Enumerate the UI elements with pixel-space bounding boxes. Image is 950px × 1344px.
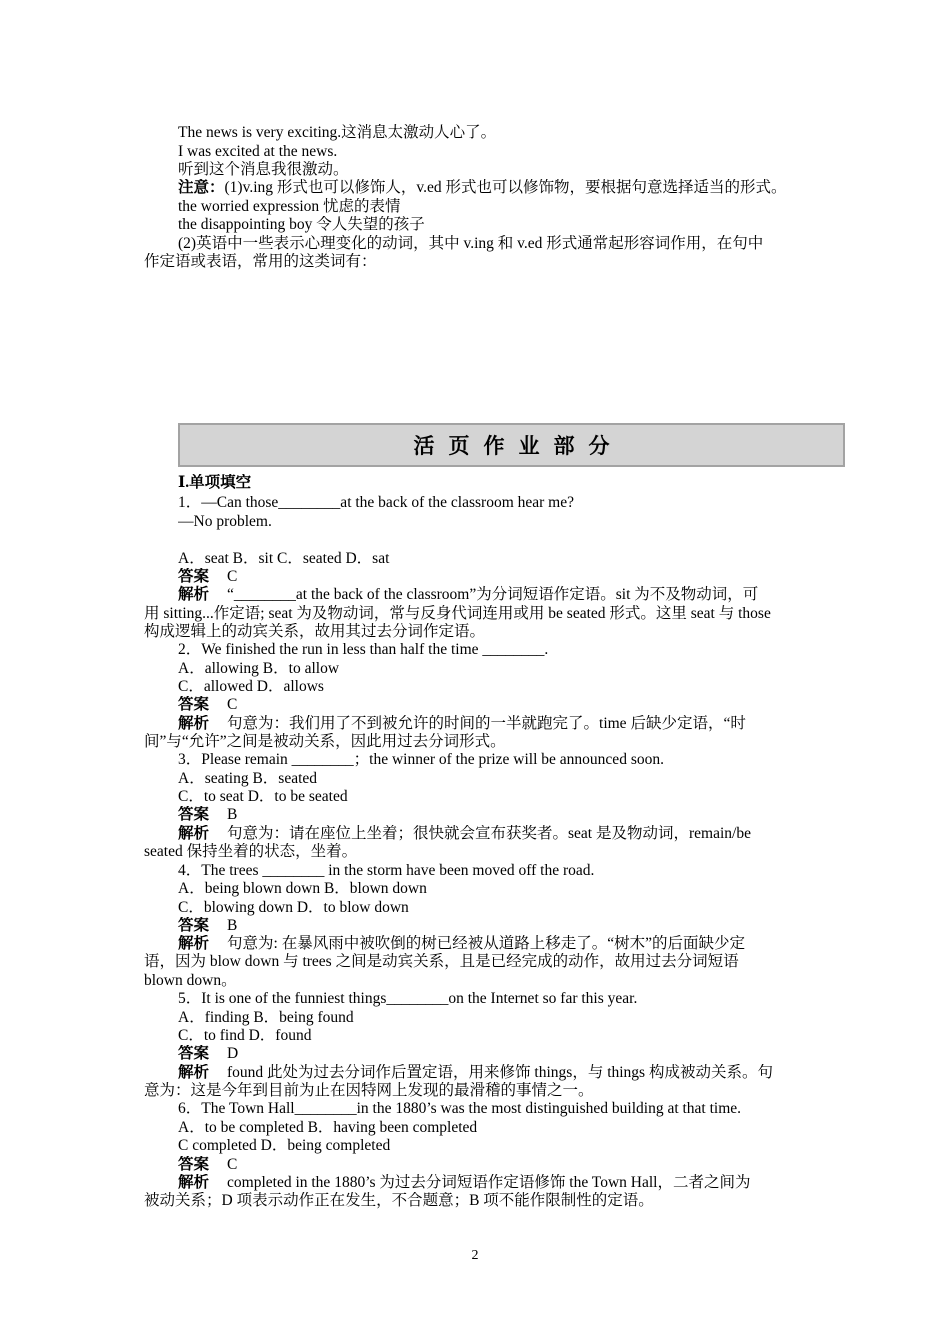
- question-options: A．seat B．sit C．seated D．sat: [178, 550, 390, 567]
- analysis-text: “________at the back of the classroom”为分词短语作定语。sit 为不及物动词，可: [227, 586, 759, 603]
- analysis-text: seated 保持坐着的状态，坐着。: [144, 843, 358, 860]
- question-stem: 5．It is one of the funniest things________on the Internet so far this year.: [178, 990, 638, 1007]
- analysis-label: 解析: [178, 935, 210, 952]
- analysis-text: 间”与“允许”之间是被动关系，因此用过去分词形式。: [144, 733, 506, 750]
- analysis-text: found 此处为过去分词作后置定语，用来修饰 things，与 things 构成被动关系。句: [227, 1064, 773, 1081]
- example-phrase: the disappointing boy 令人失望的孩子: [178, 216, 425, 233]
- analysis-text: 语，因为 blow down 与 trees 之间是动宾关系，且是已经完成的动作，故用过去分词短语: [144, 953, 739, 970]
- answer-label: 答案: [178, 917, 210, 934]
- question-options: C completed D．being completed: [178, 1137, 391, 1154]
- analysis-text: 句意为: 在暴风雨中被吹倒的树已经被从道路上移走了。“树木”的后面缺少定: [227, 935, 745, 952]
- analysis-label: 解析: [178, 715, 210, 732]
- analysis-label: 解析: [178, 1174, 210, 1191]
- question-stem: —No problem.: [178, 513, 272, 530]
- answer-label: 答案: [178, 1045, 210, 1062]
- answer-value: B: [227, 917, 238, 934]
- section-banner: [178, 423, 845, 467]
- analysis-line: [178, 715, 806, 733]
- question-options: C．to find D．found: [178, 1027, 312, 1044]
- question-options: C．to seat D．to be seated: [178, 788, 348, 805]
- question-options: A．seating B．seated: [178, 770, 318, 787]
- analysis-line: [178, 1064, 806, 1082]
- answer-value: C: [227, 568, 238, 585]
- question-options: A．allowing B．to allow: [178, 660, 340, 677]
- answer-line: [178, 696, 806, 714]
- question-stem: 6．The Town Hall________in the 1880’s was the most distinguished building at that time.: [178, 1100, 742, 1117]
- section-title: Ⅰ.单项填空: [178, 474, 252, 491]
- question-stem: 1．—Can those________at the back of the classroom hear me?: [178, 494, 574, 511]
- answer-label: 答案: [178, 568, 210, 585]
- answer-label: 答案: [178, 806, 210, 823]
- question-stem: 2．We finished the run in less than half the time ________.: [178, 641, 549, 658]
- question-options: A．being blown down B．blown down: [178, 880, 427, 897]
- example-phrase: the worried expression 忧虑的表情: [178, 198, 401, 215]
- example-sentence: The news is very exciting.这消息太激动人心了。: [178, 124, 497, 141]
- analysis-label: 解析: [178, 1064, 210, 1081]
- answer-value: C: [227, 1156, 238, 1173]
- question-options: A．finding B．being found: [178, 1009, 354, 1026]
- analysis-label: 解析: [178, 825, 210, 842]
- analysis-label: 解析: [178, 586, 210, 603]
- note-line: [178, 179, 806, 197]
- answer-label: 答案: [178, 1156, 210, 1173]
- analysis-line: [178, 935, 806, 953]
- answer-line: [178, 1156, 806, 1174]
- question-options: A．to be completed B．having been completed: [178, 1119, 478, 1136]
- analysis-text: 句意为：请在座位上坐着；很快就会宣布获奖者。seat 是及物动词，remain/be: [227, 825, 751, 842]
- analysis-text: 用 sitting...作定语; seat 为及物动词，常与反身代词连用或用 be seated 形式。这里 seat 与 those: [144, 605, 771, 622]
- analysis-text: blown down。: [144, 972, 237, 989]
- analysis-text: 意为：这是今年到目前为止在因特网上发现的最滑稽的事情之一。: [144, 1082, 594, 1099]
- answer-line: [178, 806, 806, 824]
- answer-value: D: [227, 1045, 239, 1062]
- note-label: 注意：: [178, 179, 225, 196]
- analysis-text: 构成逻辑上的动宾关系，故用其过去分词作定语。: [144, 623, 486, 640]
- analysis-text: completed in the 1880’s 为过去分词短语作定语修饰 the Town Hall，二者之间为: [227, 1174, 751, 1191]
- page-number: 2: [471, 1248, 479, 1263]
- answer-line: [178, 917, 806, 935]
- question-stem: 3．Please remain ________；the winner of the prize will be announced soon.: [178, 751, 664, 768]
- analysis-text: 句意为：我们用了不到被允许的时间的一半就跑完了。time 后缺少定语，“时: [227, 715, 746, 732]
- question-options: C．allowed D．allows: [178, 678, 324, 695]
- note-text: (2)英语中一些表示心理变化的动词，其中 v.ing 和 v.ed 形式通常起形容词作用，在句中: [178, 235, 764, 252]
- analysis-line: [178, 1174, 806, 1192]
- question-options: C．blowing down D．to blow down: [178, 899, 409, 916]
- analysis-text: 被动关系；D 项表示动作正在发生，不合题意；B 项不能作限制性的定语。: [144, 1192, 654, 1209]
- question-stem: 4．The trees ________ in the storm have been moved off the road.: [178, 862, 595, 879]
- banner-title: 活页作业部分: [413, 434, 624, 458]
- note-text: 作定语或表语，常用的这类词有：: [144, 253, 377, 270]
- example-translation: 听到这个消息我很激动。: [178, 161, 349, 178]
- answer-value: C: [227, 696, 238, 713]
- answer-value: B: [227, 806, 238, 823]
- answer-label: 答案: [178, 696, 210, 713]
- answer-line: [178, 568, 806, 586]
- analysis-line: [178, 586, 806, 604]
- note-text: (1)v.ing 形式也可以修饰人，v.ed 形式也可以修饰物，要根据句意选择适当的形式。: [224, 179, 787, 196]
- analysis-line: [178, 825, 806, 843]
- answer-line: [178, 1045, 806, 1063]
- example-sentence: I was excited at the news.: [178, 143, 338, 160]
